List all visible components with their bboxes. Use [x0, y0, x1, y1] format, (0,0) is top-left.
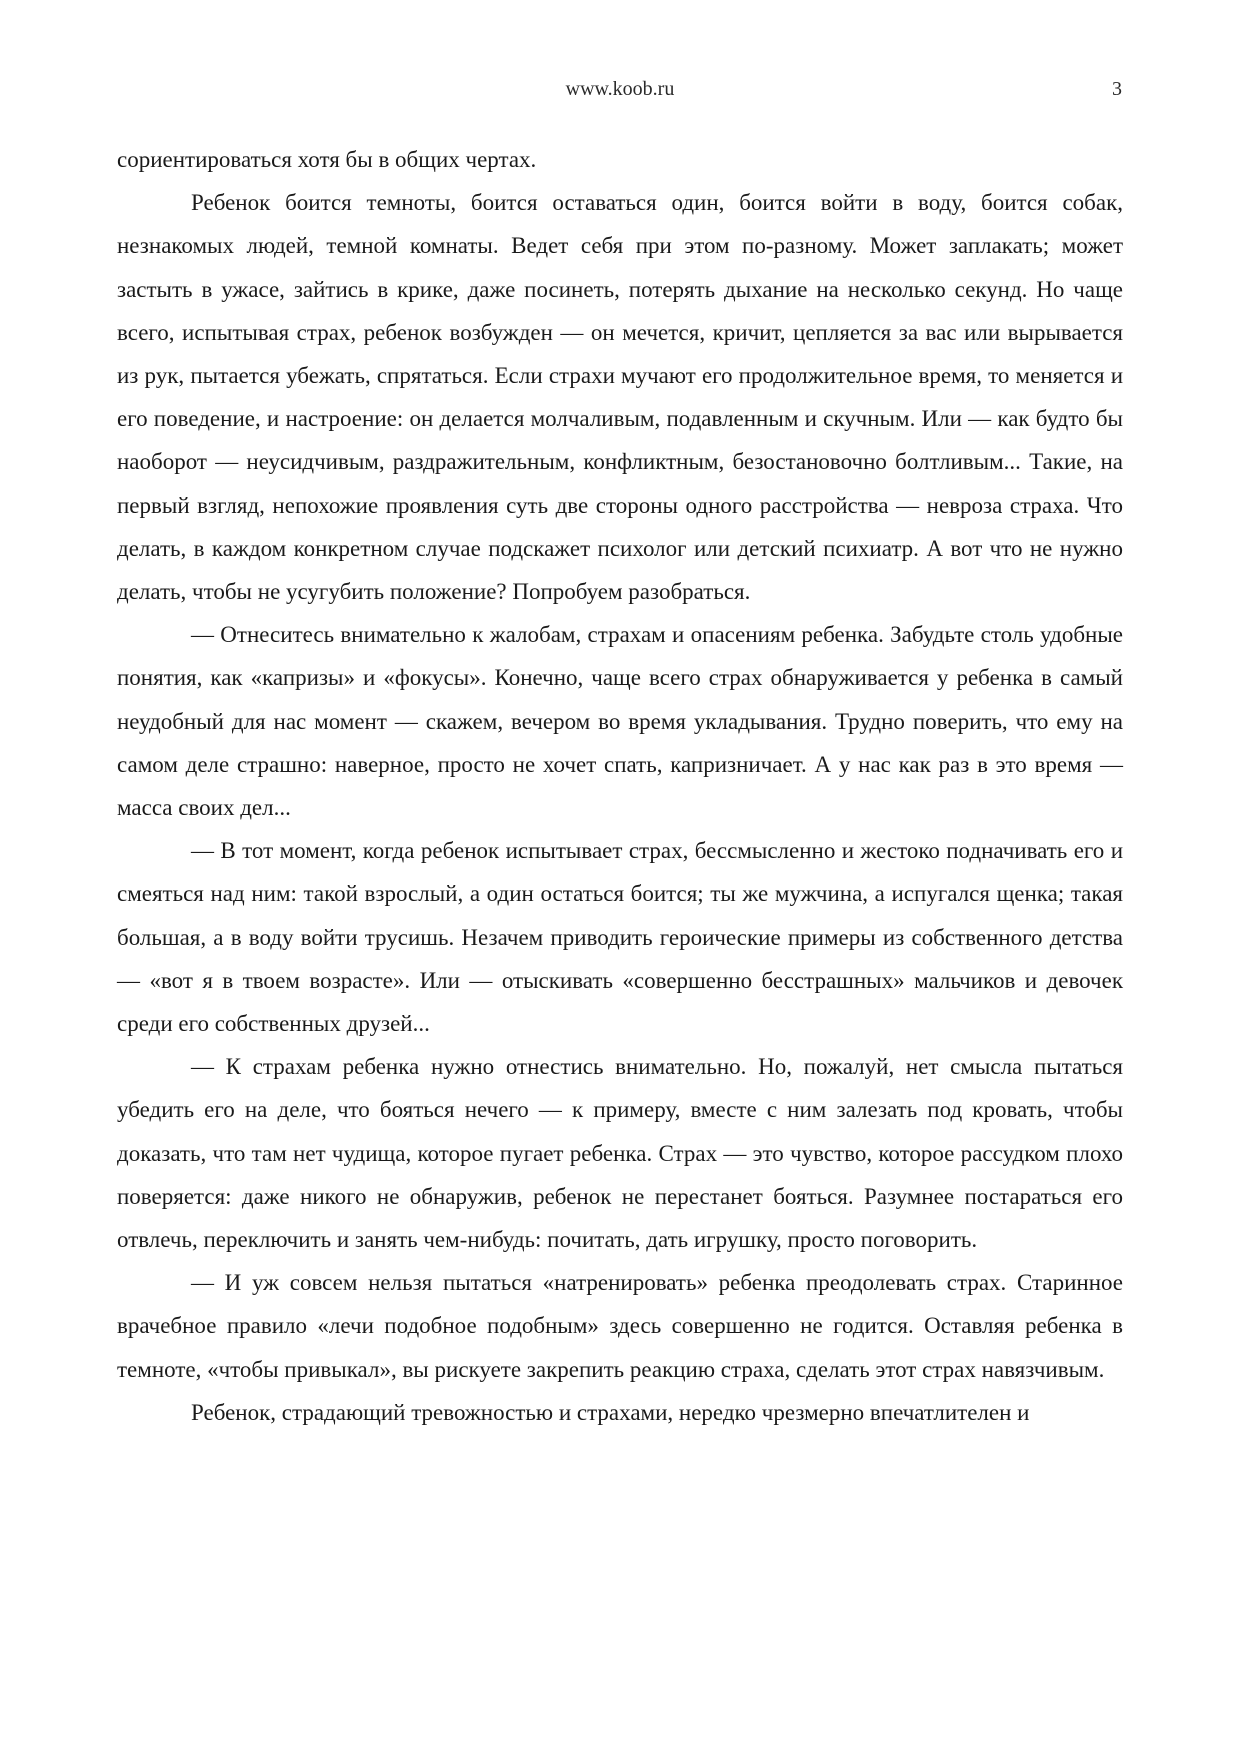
header-url: www.koob.ru [565, 78, 675, 100]
paragraph: — К страхам ребенка нужно отнестись внимательно. Но, пожалуй, нет смысла пытаться убедить его на деле, что бояться нечего — к примеру, вместе с ним залезать под кровать, чтобы доказать, что там нет чудища, которое пугает ребенка. Страх — это чувство, которое рассудком плохо поверяется: даже никого не обнаружив, ребенок не перестанет бояться. Разумнее постараться его отвлечь, переключить и занять чем-нибудь: почитать, дать игрушку, просто поговорить. [117, 1054, 1123, 1253]
paragraph-continuation: сориентироваться хотя бы в общих чертах. [117, 147, 537, 172]
paragraph: Ребенок, страдающий тревожностью и страхами, нередко чрезмерно впечатлителен и [191, 1399, 1030, 1425]
paragraph: Ребенок боится темноты, боится оставаться один, боится войти в воду, боится собак, незнакомых людей, темной комнаты. Ведет себя при этом по-разному. Может заплакать; может застыть в ужасе, зайтись в крике, даже посинеть, потерять дыхание на несколько секунд. Но чаще всего, испытывая страх, ребенок возбужден — он мечется, кричит, цепляется за вас или вырывается из рук, пытается убежать, спрятаться. Если страхи мучают его продолжительное время, то меняется и его поведение, и настроение: он делается молчаливым, подавленным и скучным. Или — как будто бы наоборот — неусидчивым, раздражительным, конфликтным, безостановочно болтливым... Такие, на первый взгляд, непохожие проявления суть две стороны одного расстройства — невроза страха. Что делать, в каждом конкретном случае подскажет психолог или детский психиатр. А вот что не нужно делать, чтобы не усугубить положение? Попробуем разобраться. [117, 190, 1123, 605]
body-text [117, 138, 1123, 1434]
paragraph: — В тот момент, когда ребенок испытывает страх, бессмысленно и жестоко подначивать его и смеяться над ним: такой взрослый, а один остаться боится; ты же мужчина, а испугался щенка; такая большая, а в воду войти трусишь. Незачем приводить героические примеры из собственного детства — «вот я в твоем возрасте». Или — отыскивать «совершенно бесстрашных» мальчиков и девочек среди его собственных друзей... [117, 838, 1123, 1037]
paragraph: — Отнеситесь внимательно к жалобам, страхам и опасениям ребенка. Забудьте столь удобные понятия, как «капризы» и «фокусы». Конечно, чаще всего страх обнаруживается у ребенка в самый неудобный для нас момент — скажем, вечером во время укладывания. Трудно поверить, что ему на самом деле страшно: наверное, просто не хочет спать, капризничает. А у нас как раз в это время — масса своих дел... [117, 622, 1123, 821]
paragraph: — И уж совсем нельзя пытаться «натренировать» ребенка преодолевать страх. Старинное врачебное правило «лечи подобное подобным» здесь совершенно не годится. Оставляя ребенка в темноте, «чтобы привыкал», вы рискуете закрепить реакцию страха, сделать этот страх навязчивым. [117, 1270, 1123, 1382]
page-number: 3 [1112, 78, 1122, 100]
